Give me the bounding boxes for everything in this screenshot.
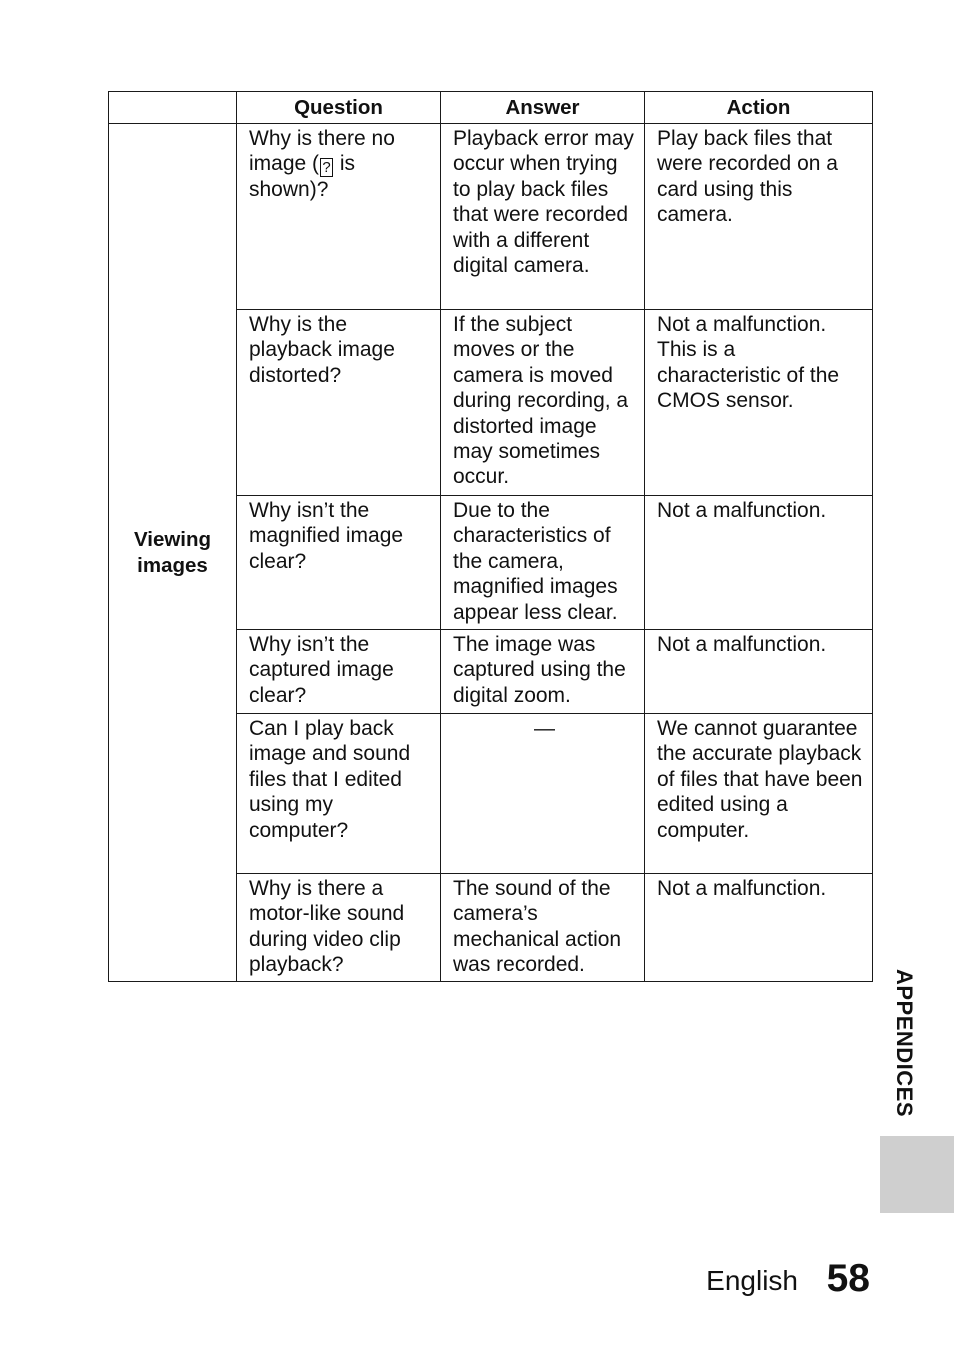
action-cell: We cannot guarantee the accurate playback of files that have been edited using a computer. <box>645 714 873 874</box>
question-cell: Why is the playback image distorted? <box>237 310 441 496</box>
answer-cell: Due to the characteristics of the camera, magnified images appear less clear. <box>441 496 645 630</box>
question-mark-icon: ? <box>320 158 333 177</box>
answer-cell: The sound of the camera’s mechanical action was recorded. <box>441 874 645 982</box>
page-number: 58 <box>826 1257 870 1300</box>
answer-cell: — <box>441 714 645 874</box>
footer-language: English <box>706 1265 798 1296</box>
category-cell: Viewing images <box>109 124 237 982</box>
header-action: Action <box>645 92 873 124</box>
table-header-row <box>109 92 873 124</box>
section-tab-marker <box>880 1136 954 1213</box>
question-cell: Can I play back image and sound files that I edited using my computer? <box>237 714 441 874</box>
section-side-label <box>882 960 926 1126</box>
action-cell: Not a malfunction. <box>645 874 873 982</box>
table-row <box>109 124 873 310</box>
question-cell <box>237 124 441 310</box>
answer-cell: If the subject moves or the camera is moved during recording, a distorted image may sometimes occur. <box>441 310 645 496</box>
header-answer: Answer <box>441 92 645 124</box>
question-cell: Why isn’t the magnified image clear? <box>237 496 441 630</box>
action-cell: Not a malfunction. <box>645 630 873 714</box>
header-blank <box>109 92 237 124</box>
question-text: Why is there no image ( <box>249 127 395 176</box>
action-cell: Play back files that were recorded on a card using this camera. <box>645 124 873 310</box>
action-cell: Not a malfunction. <box>645 496 873 630</box>
section-label-text: APPENDICES <box>892 968 917 1118</box>
question-text: is shown)? <box>249 152 356 202</box>
answer-cell: Playback error may occur when trying to play back files that were recorded with a different digital camera. <box>441 124 645 310</box>
answer-cell: The image was captured using the digital zoom. <box>441 630 645 714</box>
question-cell: Why is there a motor-like sound during video clip playback? <box>237 874 441 982</box>
question-cell: Why isn’t the captured image clear? <box>237 630 441 714</box>
troubleshooting-table <box>108 91 873 982</box>
header-question: Question <box>237 92 441 124</box>
action-cell: Not a malfunction. This is a characteristic of the CMOS sensor. <box>645 310 873 496</box>
